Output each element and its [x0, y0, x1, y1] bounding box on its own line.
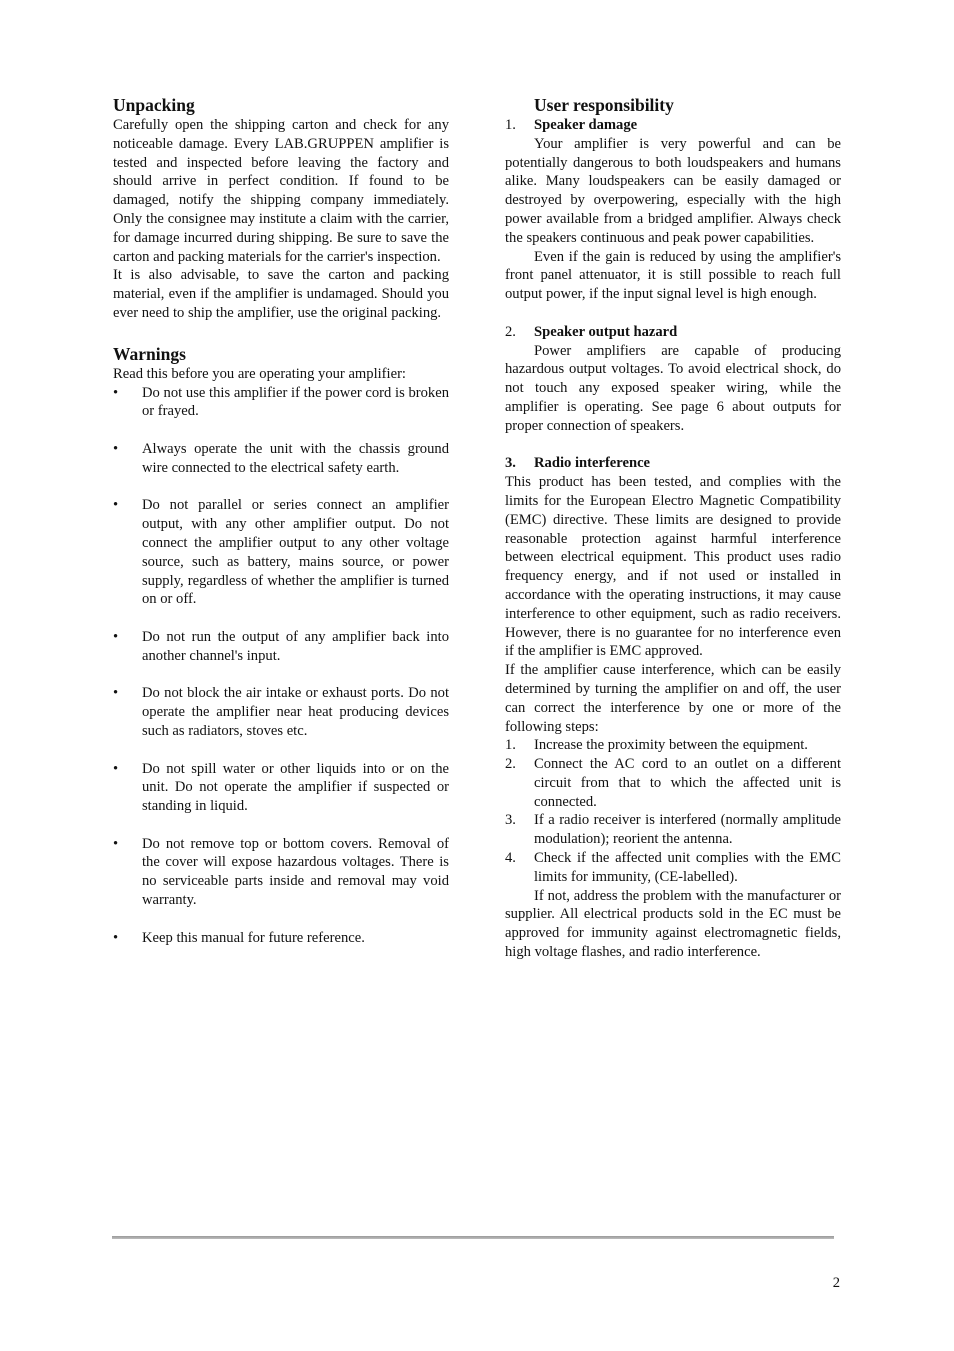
section-title: Speaker output hazard	[534, 323, 678, 340]
right-column	[505, 94, 841, 962]
speaker-damage-heading	[505, 116, 841, 135]
section-number: 2.	[505, 323, 516, 340]
section-title: Speaker damage	[534, 117, 638, 133]
spacer	[113, 323, 449, 343]
warning-text: Do not spill water or other liquids into or on the unit. Do not operate the amplifier if suspected or standing in liquid.	[142, 760, 449, 815]
list-item	[113, 384, 449, 422]
list-item	[113, 440, 449, 478]
list-item	[113, 628, 449, 666]
page-number: 2	[832, 1275, 840, 1291]
bullet-icon: •	[113, 760, 119, 777]
warnings-heading: Warnings	[113, 343, 186, 364]
bullet-icon: •	[113, 440, 119, 457]
warning-text: Do not run the output of any amplifier back into another channel's input.	[142, 628, 449, 664]
warning-text: Keep this manual for future reference.	[142, 929, 365, 946]
list-item	[113, 760, 449, 816]
list-item	[113, 684, 449, 740]
step-number: 4.	[505, 850, 516, 867]
step-number: 2.	[505, 756, 516, 773]
bullet-icon: •	[113, 929, 119, 946]
step-text: If a radio receiver is interfered (normally amplitude modulation); reorient the antenna.	[534, 812, 841, 848]
radio-interference-heading	[505, 454, 841, 473]
speaker-damage-paragraph-1: Your amplifier is very powerful and can be potentially dangerous to both loudspeakers and humans alike. Many loudspeakers can be easily damaged or destroyed by overpowering, especially with the high power available from a bridged amplifier. Always check the speakers continuous and peak power capabilities.	[505, 135, 841, 246]
list-item	[113, 929, 449, 948]
warning-text: Do not remove top or bottom covers. Removal of the cover will expose hazardous voltages. There is no serviceable parts inside and removal may void warranty.	[142, 835, 449, 909]
warnings-list	[113, 384, 449, 948]
section-number: 1.	[505, 117, 516, 133]
warning-text: Do not block the air intake or exhaust ports. Do not operate the amplifier near heat producing devices such as radiators, stoves etc.	[142, 685, 449, 739]
list-item	[505, 849, 841, 887]
unpacking-paragraph-2: It is also advisable, to save the carton and packing material, even if the amplifier is undamaged. Should you ever need to ship the amplifier, use the original packing.	[113, 267, 449, 321]
radio-interference-paragraph-2: If the amplifier cause interference, which can be easily determined by turning the amplifier on and off, the user can correct the interference by one or more of the following steps:	[505, 662, 841, 735]
section-title: Radio interference	[534, 455, 651, 472]
warning-text: Always operate the unit with the chassis ground wire connected to the electrical safety earth.	[142, 440, 449, 476]
list-item	[113, 496, 449, 609]
step-number: 3.	[505, 812, 516, 829]
user-responsibility-heading: User responsibility	[534, 95, 674, 115]
list-item	[505, 811, 841, 849]
bullet-icon: •	[113, 497, 119, 514]
section-number: 3.	[505, 455, 516, 472]
speaker-output-hazard-heading	[505, 323, 841, 342]
radio-interference-paragraph-1: This product has been tested, and complies with the limits for the European Electro Magnetic Compatibility (EMC) directive. These limits are designed to provide reasonable protection against harmful interference between electrical equipment. This product uses radio frequency energy, and if not used or installed in accordance with the operating instructions, it may cause interference to other equipment, such as radio receivers. However, there is no guarantee for no interference even if the amplifier is EMC approved.	[505, 474, 841, 660]
left-column	[113, 94, 449, 966]
bullet-icon: •	[113, 628, 119, 645]
warning-text: Do not use this amplifier if the power cord is broken or frayed.	[142, 384, 449, 420]
spacer	[505, 436, 841, 455]
unpacking-paragraph-1: Carefully open the shipping carton and check for any noticeable damage. Every LAB.GRUPPEN amplifier is tested and inspected before leaving the factory and should arrive in perfect condition. If found to be damaged, notify the shipping company immediately. Only the consignee may institute a claim with the carrier, for damage incurred during shipping. Be sure to save the carton and packing materials for the carrier's inspection.	[113, 117, 449, 265]
list-item	[505, 736, 841, 755]
spacer	[505, 304, 841, 323]
interference-steps-list	[505, 736, 841, 886]
bullet-icon: •	[113, 384, 119, 401]
list-item	[505, 755, 841, 811]
step-text: Check if the affected unit complies with the EMC limits for immunity, (CE-labelled).	[534, 850, 841, 885]
list-item	[113, 835, 449, 910]
step-text: Connect the AC cord to an outlet on a different circuit from that to which the affected unit is connected.	[534, 756, 841, 810]
speaker-damage-paragraph-2: Even if the gain is reduced by using the amplifier's front panel attenuator, it is still possible to reach full output power, if the input signal level is high enough.	[505, 248, 841, 303]
radio-interference-paragraph-3: If not, address the problem with the manufacturer or supplier. All electrical products sold in the EC must be approved for immunity against electromagnetic fields, high voltage flashes, and radio interference.	[505, 887, 841, 961]
speaker-output-hazard-paragraph: Power amplifiers are capable of producing hazardous output voltages. To avoid electrical shock, do not touch any exposed speaker wiring, while the amplifier is operating. See page 6 about outputs for proper connection of speakers.	[505, 342, 841, 434]
bullet-icon: •	[113, 685, 119, 702]
step-number: 1.	[505, 737, 516, 754]
warnings-intro: Read this before you are operating your amplifier:	[113, 365, 406, 382]
warning-text: Do not parallel or series connect an amplifier output, with any other amplifier output. Do not connect the amplifier output to any other voltage source, such as battery, mains source, or power supply, regardless of whether the amplifier is turned on or off.	[142, 497, 449, 608]
footer-divider	[112, 1236, 834, 1239]
step-text: Increase the proximity between the equipment.	[534, 737, 808, 754]
unpacking-heading: Unpacking	[113, 95, 195, 115]
bullet-icon: •	[113, 835, 119, 852]
